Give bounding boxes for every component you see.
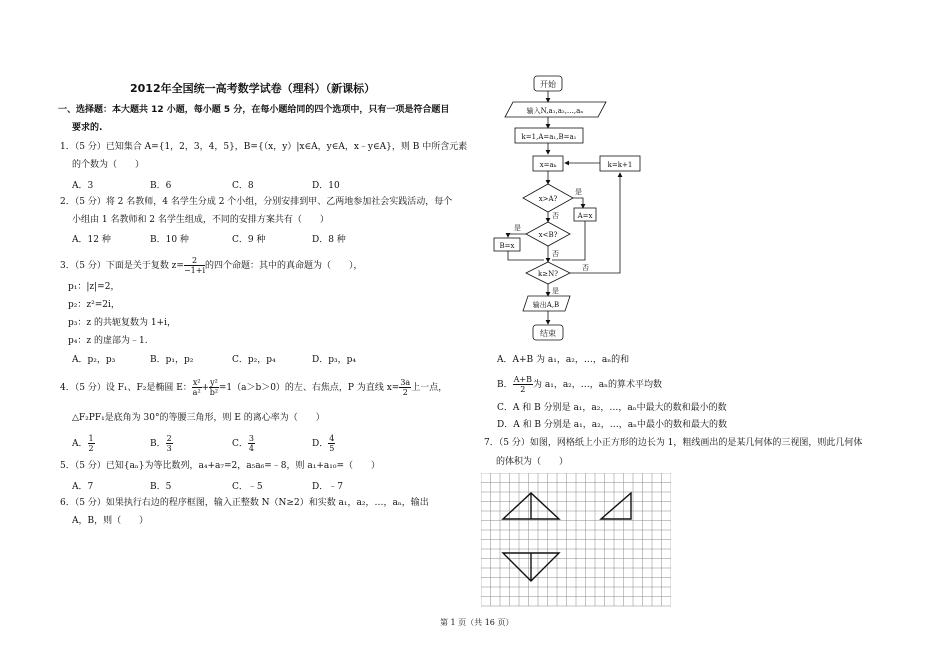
flow-inc-label: k=k+1 <box>607 161 633 169</box>
q6-text: 6．（5 分）如果执行右边的程序框图，输入正整数 N（N≥2）和实数 a₁，a₂，…，aₙ，输出 <box>60 498 429 508</box>
q5-text: 5．（5 分）已知{aₙ}为等比数列，a₄+a₇=2，a₅a₆=﹣8，则 a₁+a₁₀=（ ） <box>60 461 380 471</box>
q3-p3: p₃：z 的共轭复数为 1+i， <box>68 318 176 328</box>
q2-text-cont: 小组由 1 名教师和 2 名学生组成，不同的安排方案共有（ ） <box>72 215 329 225</box>
q4-option-c <box>232 434 255 453</box>
q1-text: 1．（5 分）已知集合 A={1，2，3，4，5}，B={（x，y）|x∈A，y∈A，x﹣y∈A}，则 B 中所含元素 <box>60 142 468 152</box>
section-heading: 一、选择题：本大题共 12 小题，每小题 5 分，在每小题给同的四个选项中，只有一项是符合题目 <box>58 105 450 115</box>
q4-option-b-label: B． <box>150 439 166 449</box>
q4-text-mid: =1（a＞b＞0）的左、右焦点，P 为直线 x= <box>218 383 400 393</box>
q4-frac-line-num: 3a <box>400 378 411 387</box>
q4-plus: + <box>201 383 210 393</box>
flow-yes3-label: 是 <box>552 287 559 295</box>
q4-option-a-num: 1 <box>88 434 94 443</box>
flow-init-label: k=1,A=a₁,B=a₁ <box>521 133 577 141</box>
flowchart <box>478 72 658 347</box>
q6-option-b <box>497 375 662 394</box>
q4-text <box>60 378 447 397</box>
q4-frac-x-num: x² <box>192 378 201 387</box>
three-view-grid <box>481 473 671 613</box>
flow-start-label: 开始 <box>540 80 556 89</box>
flow-no1-label: 否 <box>552 212 559 220</box>
flow-cond1-label: x>A? <box>538 195 558 203</box>
flow-yes1-label: 是 <box>575 188 582 196</box>
q6-option-b-frac <box>513 375 533 394</box>
q3-option-c: C．p₂，p₄ <box>232 355 276 365</box>
q3-option-d: D．p₃，p₄ <box>312 355 356 365</box>
q4-option-c-label: C． <box>232 439 248 449</box>
q4-text-pre: 4．（5 分）设 F₁、F₂是椭圆 E： <box>60 383 192 393</box>
q3-option-a: A．p₂，p₃ <box>72 355 116 365</box>
q7-text: 7．（5 分）如图，网格纸上小正方形的边长为 1，粗线画出的是某几何体的三视图，则此几何体 <box>484 438 863 448</box>
q3-text-pre: 3．（5 分）下面是关于复数 z= <box>60 261 184 271</box>
q4-frac-y-den: b² <box>209 388 219 397</box>
q5-option-a: A．7 <box>72 482 94 492</box>
q4-option-d-den: 5 <box>329 444 335 453</box>
q3-p1: p₁：|z|=2， <box>68 282 120 292</box>
q6-option-b-label: B． <box>497 380 513 390</box>
q3-option-b: B．p₁，p₂ <box>150 355 194 365</box>
q4-frac-y-num: y² <box>210 378 218 387</box>
q1-option-a: A．3 <box>72 181 94 191</box>
flow-no2-label: 否 <box>552 250 559 258</box>
q6-option-a: A．A+B 为 a₁，a₂，…，aₙ的和 <box>497 355 630 365</box>
q6-option-b-text: 为 a₁，a₂，…，aₙ的算术平均数 <box>532 380 663 390</box>
q4-frac-line-den: 2 <box>402 388 408 397</box>
q4-frac-x <box>192 378 202 397</box>
q4-option-d-frac <box>328 434 335 453</box>
q4-option-a-label: A． <box>72 439 88 449</box>
flow-output-label: 输出A,B <box>532 301 560 309</box>
q5-option-b: B．5 <box>150 482 172 492</box>
flow-setA-label: A=x <box>577 212 593 220</box>
q6-option-d: D．A 和 B 分别是 a₁，a₂，…，aₙ中最小的数和最大的数 <box>497 420 727 430</box>
flow-setB-label: B=x <box>499 242 515 250</box>
q4-text-cont: △F₂PF₁是底角为 30°的等腰三角形，则 E 的离心率为（ ） <box>72 413 325 423</box>
q4-option-b <box>150 434 173 453</box>
q4-option-a <box>72 434 95 453</box>
q4-option-c-den: 4 <box>248 444 254 453</box>
q2-option-a: A．12 种 <box>72 235 111 245</box>
q3-p4: p₄：z 的虚部为﹣1. <box>68 336 148 346</box>
q5-option-c: C．﹣5 <box>232 482 263 492</box>
q4-frac-x-den: a² <box>192 388 201 397</box>
q4-option-b-den: 3 <box>166 444 172 453</box>
flow-end-label: 结束 <box>540 329 556 338</box>
q3-frac-num: 2 <box>184 256 205 266</box>
q1-option-d: D．10 <box>312 181 340 191</box>
q3-fraction <box>184 256 205 275</box>
flow-input-label: 输入N,a₁,a₂,…,aₙ <box>526 107 584 115</box>
q4-option-a-den: 2 <box>88 444 94 453</box>
flow-yes2-label: 是 <box>514 224 521 232</box>
q3-text-post: 的四个命题：其中的真命题为（ ）， <box>205 261 363 271</box>
q4-option-c-num: 3 <box>248 434 254 443</box>
q5-option-d: D．﹣7 <box>312 482 343 492</box>
side-view-shape <box>601 493 631 519</box>
flow-cond2-label: x<B? <box>538 231 558 239</box>
flow-assign-label: x=aₖ <box>539 161 557 169</box>
q4-option-d-num: 4 <box>329 434 335 443</box>
q2-option-c: C．9 种 <box>232 235 266 245</box>
q4-option-b-num: 2 <box>166 434 172 443</box>
flow-cond3-label: k≥N? <box>538 270 558 278</box>
q2-text: 2．（5 分）将 2 名教师，4 名学生分成 2 个小组，分别安排到甲、乙两地参加社会实践活动，每个 <box>60 197 453 207</box>
q6-option-b-num: A+B <box>513 375 532 384</box>
q6-option-b-den: 2 <box>520 385 526 394</box>
q4-option-d-label: D． <box>312 439 329 449</box>
q3-p2: p₂：z²=2i， <box>68 300 120 310</box>
q3-text <box>60 256 363 275</box>
q4-frac-line <box>399 378 411 397</box>
q6-text-cont: A，B，则（ ） <box>72 516 149 526</box>
q1-option-c: C．8 <box>232 181 254 191</box>
page-title: 2012年全国统一高考数学试卷（理科）（新课标） <box>130 82 376 95</box>
q2-option-d: D．8 种 <box>312 235 346 245</box>
q1-option-b: B．6 <box>150 181 172 191</box>
q7-text-cont: 的体积为（ ） <box>496 457 569 467</box>
q4-option-b-frac <box>166 434 173 453</box>
q2-option-b: B．10 种 <box>150 235 189 245</box>
q4-frac-y <box>209 378 219 397</box>
q6-option-c: C．A 和 B 分别是 a₁，a₂，…，aₙ中最大的数和最小的数 <box>497 403 727 413</box>
page-footer: 第 1 页（共 16 页） <box>440 618 514 627</box>
flow-no3-label: 否 <box>582 264 589 272</box>
q4-option-c-frac <box>248 434 255 453</box>
q1-text-cont: 的个数为（ ） <box>72 160 145 170</box>
q4-text-post: 上一点， <box>411 383 448 393</box>
q4-option-a-frac <box>88 434 95 453</box>
q3-frac-den: −1+i <box>183 266 206 275</box>
section-heading-cont: 要求的. <box>72 123 103 133</box>
q4-option-d <box>312 434 335 453</box>
